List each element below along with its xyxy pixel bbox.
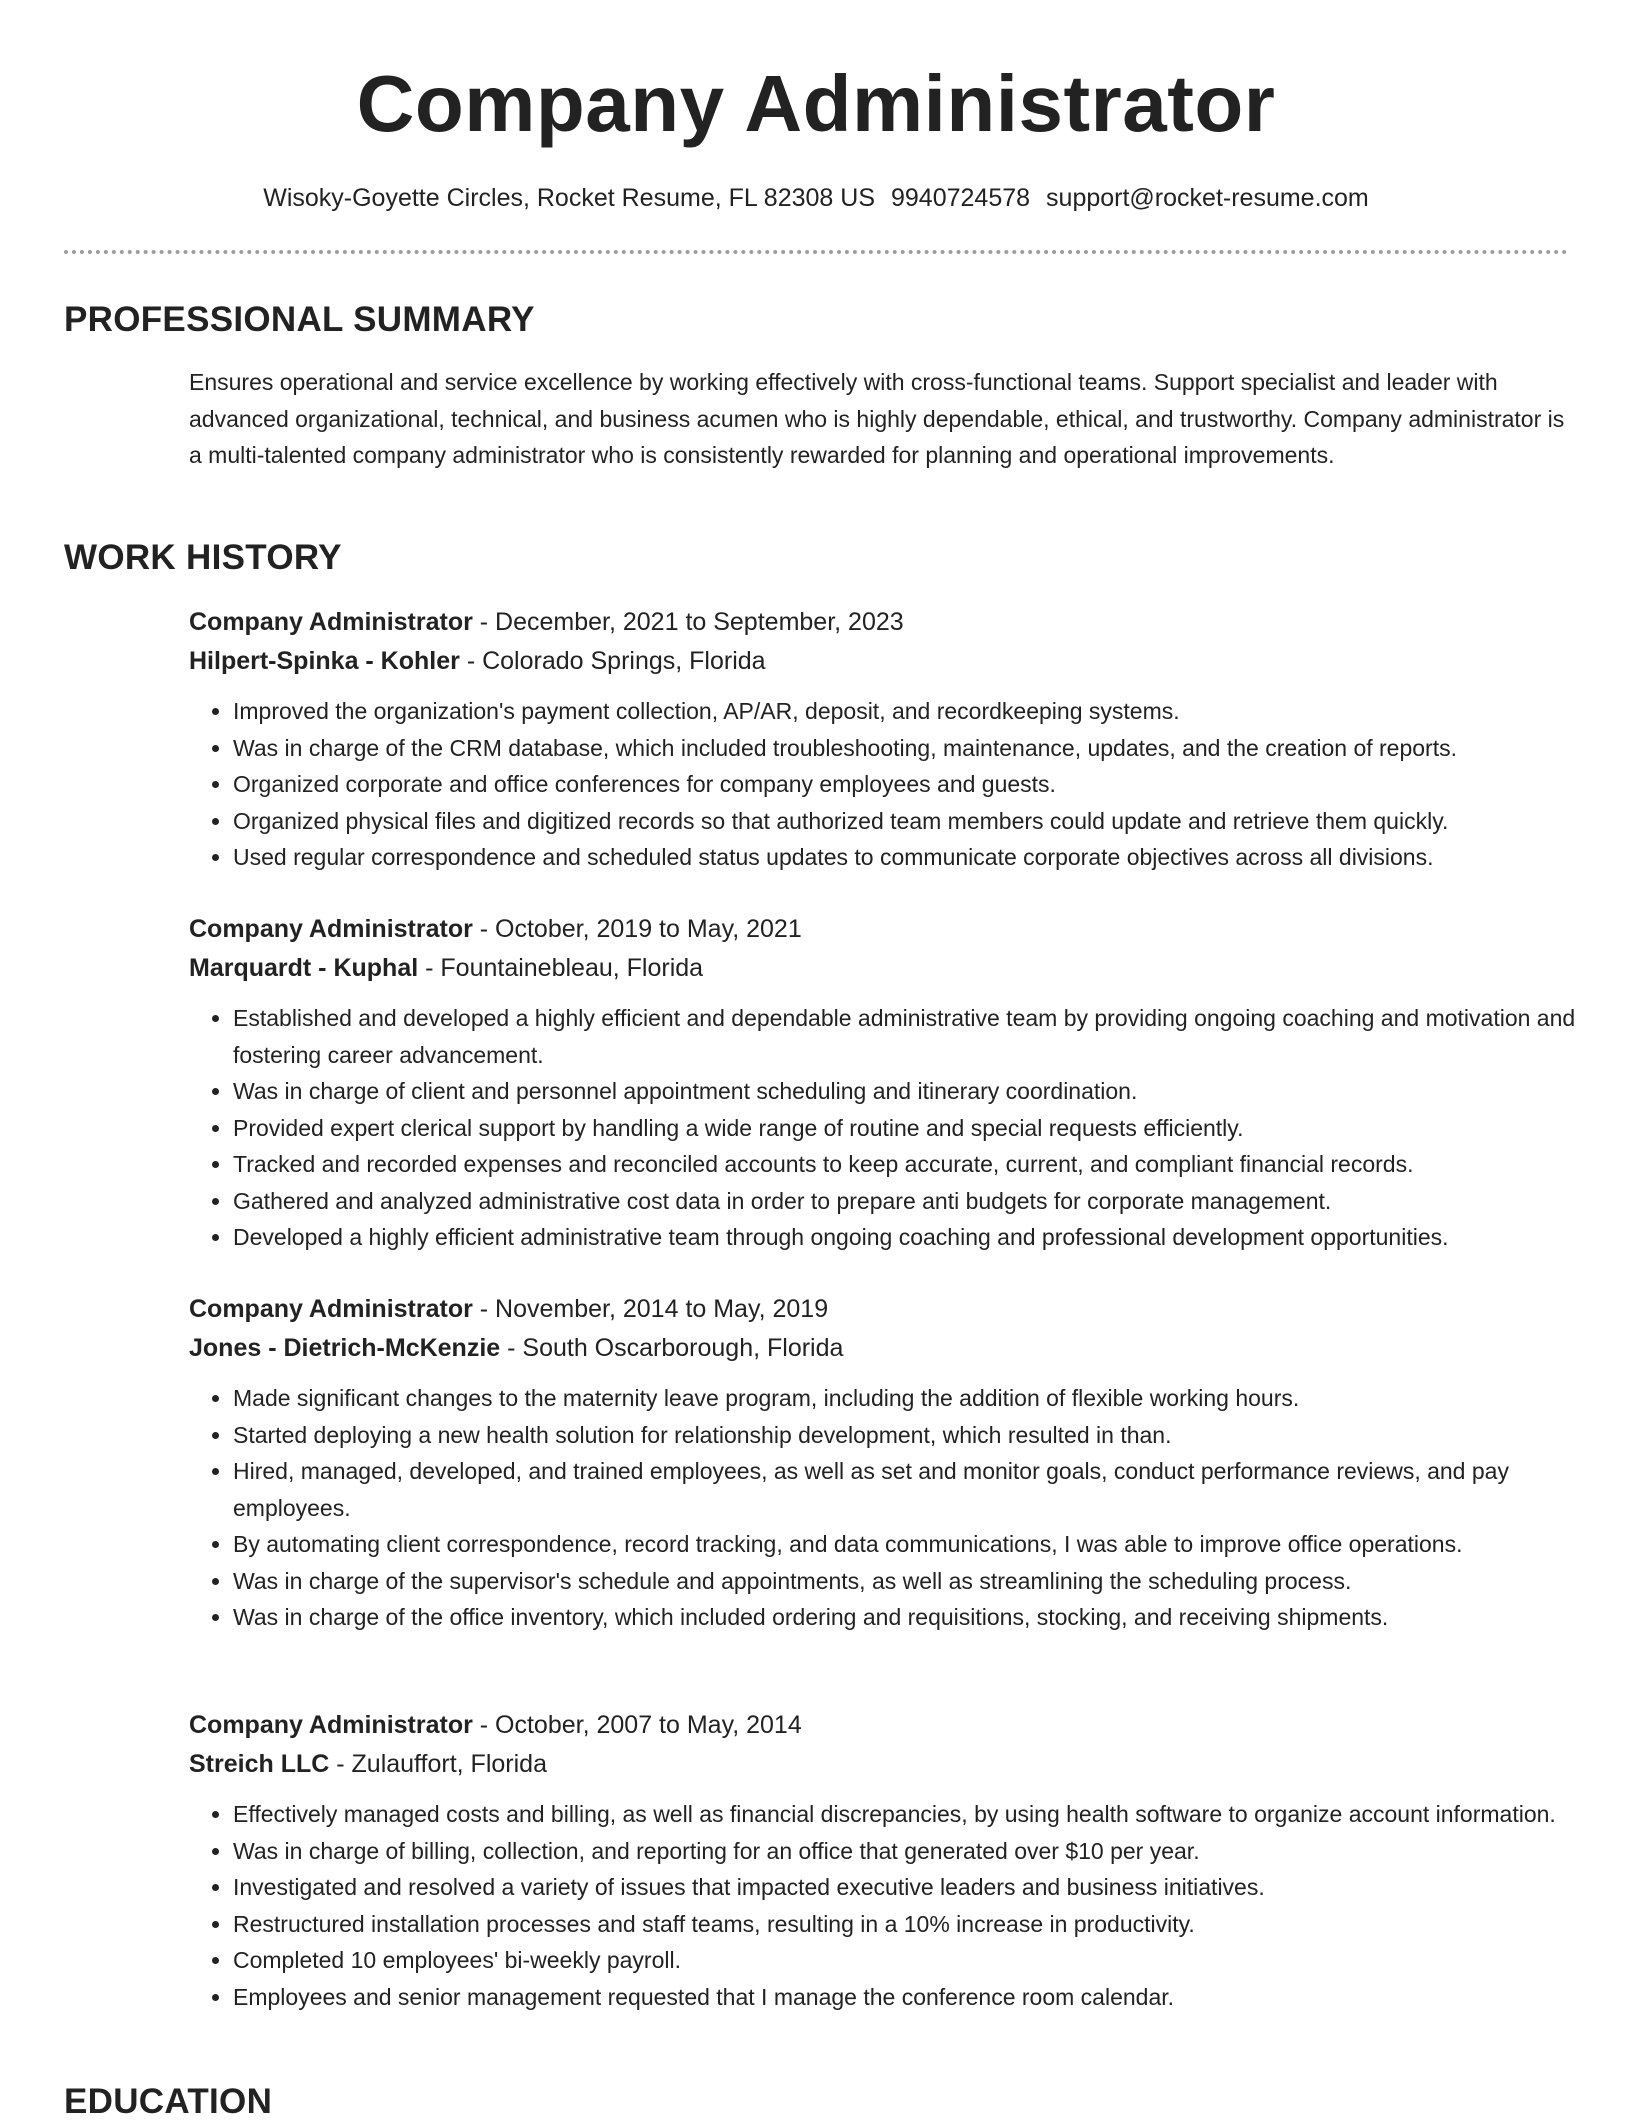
job-dates: - October, 2007 to May, 2014 xyxy=(472,1711,802,1739)
job-bullet: • Tracked and recorded expenses and reconciled accounts to keep accurate, current, and compliant financial records. xyxy=(233,1146,1579,1183)
job-bullet: • Was in charge of client and personnel appointment scheduling and itinerary coordination. xyxy=(233,1073,1579,1110)
job-bullet: • Used regular correspondence and scheduled status updates to communicate corporate objectives across all divisions. xyxy=(233,839,1579,876)
job-entry xyxy=(189,1706,1579,2015)
contact-line xyxy=(0,182,1632,214)
job-title-line xyxy=(189,1706,1579,1745)
job-bullet: • Developed a highly efficient administrative team through ongoing coaching and professional development opportunities. xyxy=(233,1219,1579,1256)
job-bullet: • Was in charge of billing, collection, and reporting for an office that generated over $10 per year. xyxy=(233,1833,1579,1870)
job-company-line xyxy=(189,1745,1579,1784)
header-divider xyxy=(64,250,1568,254)
job-bullet: • Established and developed a highly efficient and dependable administrative team by providing ongoing coaching and motivation and fostering career advancement. xyxy=(233,1000,1579,1073)
job-bullets xyxy=(189,693,1579,876)
job-entry xyxy=(189,603,1579,876)
job-bullet: • Restructured installation processes and staff teams, resulting in a 10% increase in productivity. xyxy=(233,1906,1579,1943)
job-company-line xyxy=(189,949,1579,988)
job-bullet: • Gathered and analyzed administrative cost data in order to prepare anti budgets for corporate management. xyxy=(233,1183,1579,1220)
summary-text: Ensures operational and service excellence by working effectively with cross-functional teams. Support specialist and leader with advanced organizational, technical, and business acumen who is highly dependable, ethical, and trustworthy. Company administrator is a multi-talented company administrator who is consistently rewarded for planning and operational improvements. xyxy=(189,369,1565,468)
resume-title: Company Administrator xyxy=(356,59,1276,148)
job-title: Company Administrator xyxy=(189,1295,473,1323)
job-company: Hilpert-Spinka - Kohler xyxy=(189,647,460,675)
job-dates: - December, 2021 to September, 2023 xyxy=(472,608,904,636)
job-bullet: • Organized physical files and digitized records so that authorized team members could update and retrieve them quickly. xyxy=(233,803,1579,840)
job-title-line xyxy=(189,603,1579,642)
job-title: Company Administrator xyxy=(189,608,473,636)
job-title: Company Administrator xyxy=(189,1711,473,1739)
job-bullet: • Provided expert clerical support by handling a wide range of routine and special requests efficiently. xyxy=(233,1110,1579,1147)
job-bullet: • Investigated and resolved a variety of issues that impacted executive leaders and business initiatives. xyxy=(233,1869,1579,1906)
job-bullets xyxy=(189,1796,1579,2015)
contact-email: support@rocket-resume.com xyxy=(1046,184,1369,212)
job-entry xyxy=(189,1290,1579,1636)
job-bullet: • Organized corporate and office conferences for company employees and guests. xyxy=(233,766,1579,803)
job-bullets xyxy=(189,1000,1579,1256)
job-bullets xyxy=(189,1380,1579,1636)
job-bullet: • Employees and senior management requested that I manage the conference room calendar. xyxy=(233,1979,1579,2016)
job-entry xyxy=(189,910,1579,1256)
job-dates: - November, 2014 to May, 2019 xyxy=(472,1295,829,1323)
job-location: - Zulauffort, Florida xyxy=(329,1750,547,1778)
job-location: - Fountainebleau, Florida xyxy=(418,954,704,982)
job-bullet: • Was in charge of the CRM database, which included troubleshooting, maintenance, updates, and the creation of reports. xyxy=(233,730,1579,767)
job-title: Company Administrator xyxy=(189,915,473,943)
job-bullet: • Started deploying a new health solution for relationship development, which resulted in than. xyxy=(233,1417,1579,1454)
job-bullet: • Was in charge of the supervisor's schedule and appointments, as well as streamlining the scheduling process. xyxy=(233,1563,1579,1600)
contact-address: Wisoky-Goyette Circles, Rocket Resume, FL 82308 US xyxy=(263,184,875,212)
job-title-line xyxy=(189,910,1579,949)
job-bullet: • Effectively managed costs and billing, as well as financial discrepancies, by using health software to organize account information. xyxy=(233,1796,1579,1833)
job-company-line xyxy=(189,1329,1579,1368)
job-company: Marquardt - Kuphal xyxy=(189,954,419,982)
job-bullet: • Hired, managed, developed, and trained employees, as well as set and monitor goals, conduct performance reviews, and pay employees. xyxy=(233,1453,1579,1526)
job-bullet: • Improved the organization's payment collection, AP/AR, deposit, and recordkeeping systems. xyxy=(233,693,1579,730)
job-location: - Colorado Springs, Florida xyxy=(459,647,766,675)
summary-heading: PROFESSIONAL SUMMARY xyxy=(64,300,535,339)
job-bullet: • Completed 10 employees' bi-weekly payroll. xyxy=(233,1942,1579,1979)
work-history-heading: WORK HISTORY xyxy=(64,538,342,577)
job-dates: - October, 2019 to May, 2021 xyxy=(472,915,802,943)
job-bullet: • Was in charge of the office inventory, which included ordering and requisitions, stocking, and receiving shipments. xyxy=(233,1599,1579,1636)
job-company: Jones - Dietrich-McKenzie xyxy=(189,1334,501,1362)
job-title-line xyxy=(189,1290,1579,1329)
job-location: - South Oscarborough, Florida xyxy=(500,1334,844,1362)
job-bullet: • Made significant changes to the maternity leave program, including the addition of flexible working hours. xyxy=(233,1380,1579,1417)
contact-phone: 9940724578 xyxy=(891,184,1031,212)
job-bullet: • By automating client correspondence, record tracking, and data communications, I was able to improve office operations. xyxy=(233,1526,1579,1563)
job-company: Streich LLC xyxy=(189,1750,330,1778)
job-company-line xyxy=(189,642,1579,681)
education-heading: EDUCATION xyxy=(64,2082,273,2121)
